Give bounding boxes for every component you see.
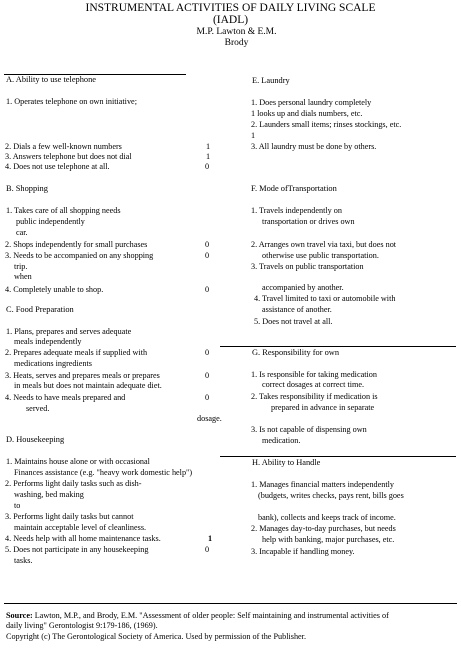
score: 0 [205, 348, 210, 357]
medication-item-2: 2. Takes responsibility if medication is [251, 392, 378, 401]
housekeeping-item-5-cont: tasks. [14, 556, 33, 565]
section-heading-telephone: A. Ability to use telephone [6, 75, 97, 84]
shopping-item-3: 3. Needs to be accompanied on any shopping [5, 251, 154, 260]
laundry-item-1-cont: 1 looks up and dials numbers, etc. [251, 109, 363, 118]
source-label: Source: [6, 611, 33, 620]
housekeeping-item-2: 2. Performs light daily tasks such as dish- [5, 479, 142, 488]
food-item-4-cont: served. [26, 404, 50, 413]
laundry-item-2: 2. Launders small items; rinses stockings, etc. [251, 120, 402, 129]
medication-item-3-cont: medication. [262, 436, 301, 445]
score: 0 [205, 545, 210, 554]
food-item-2-cont: medications ingredients [14, 359, 92, 368]
housekeeping-item-2-cont: washing, bed making [14, 490, 84, 499]
laundry-item-1: 1. Does personal laundry completely [251, 98, 372, 107]
food-item-3-cont: in meals but does not maintain adequate diet. [14, 381, 162, 390]
section-heading-shopping: B. Shopping [6, 184, 48, 193]
section-heading-finances: H. Ability to Handle [252, 458, 321, 467]
housekeeping-item-1-cont: Finances assistance (e.g. "heavy work domestic help") [14, 468, 193, 477]
food-item-3: 3. Heats, serves and prepares meals or prepares [5, 371, 160, 380]
finances-item-2: 2. Manages day-to-day purchases, but needs [251, 524, 396, 533]
authors: M.P. Lawton & E.M. [196, 27, 277, 37]
score: 0 [205, 393, 210, 402]
finances-item-1-cont: bank), collects and keeps track of income. [258, 513, 396, 522]
score: 1 [206, 152, 211, 161]
section-heading-food: C. Food Preparation [6, 305, 74, 314]
telephone-item-1: 1. Operates telephone on own initiative; [6, 97, 137, 106]
food-item-4: 4. Needs to have meals prepared and [5, 393, 126, 402]
shopping-item-4: 4. Completely unable to shop. [5, 285, 104, 294]
authors-line2: Brody [224, 38, 249, 48]
section-divider [220, 346, 456, 347]
section-heading-transportation: F. Mode ofTransportation [251, 184, 337, 193]
section-divider [220, 456, 456, 457]
shopping-item-2: 2. Shops independently for small purchases [5, 240, 148, 249]
telephone-item-2: 2. Dials a few well-known numbers [5, 142, 122, 151]
transport-item-4-cont: assistance of another. [262, 305, 332, 314]
telephone-item-4: 4. Does not use telephone at all. [5, 162, 110, 171]
medication-item-2-cont: prepared in advance in separate [271, 403, 375, 412]
source-text: Lawton, M.P., and Brody, E.M. "Assessment of older people: Self maintaining and instrumental activities of [32, 611, 389, 620]
finances-item-2-cont: help with banking, major purchases, etc. [262, 535, 395, 544]
score: 0 [205, 162, 210, 171]
score: 0 [205, 251, 210, 260]
source-citation-cont: daily living" Gerontologist 9:179-186, (1969). [6, 621, 158, 630]
food-item-2: 2. Prepares adequate meals if supplied with [5, 348, 148, 357]
laundry-item-3: 3. All laundry must be done by others. [251, 142, 377, 151]
medication-item-1: 1. Is responsible for taking medication [251, 370, 377, 379]
score: 0 [205, 240, 210, 249]
housekeeping-item-3-cont: maintain acceptable level of cleanliness. [14, 523, 147, 532]
score: 1 [206, 142, 211, 151]
finances-item-1: 1. Manages financial matters independently [251, 480, 395, 489]
score: 0 [205, 371, 210, 380]
section-heading-housekeeping: D. Housekeeping [6, 435, 65, 444]
source-citation [6, 611, 389, 620]
food-item-1-cont: meals independently [14, 337, 82, 346]
medication-item-3: 3. Is not capable of dispensing own [251, 425, 367, 434]
transport-item-5: 5. Does not travel at all. [254, 317, 333, 326]
transport-item-3-cont: accompanied by another. [262, 283, 344, 292]
section-heading-medication: G. Responsibility for own [252, 348, 340, 357]
housekeeping-item-2-cont: to [14, 501, 21, 510]
transport-item-1-cont: transportation or drives own [262, 217, 355, 226]
footer-divider [4, 603, 457, 604]
finances-item-3: 3. Incapable if handling money. [251, 547, 355, 556]
score: 1 [208, 534, 213, 543]
transport-item-3: 3. Travels on public transportation [251, 262, 364, 271]
page-subtitle: (IADL) [212, 14, 249, 26]
shopping-item-1: 1. Takes care of all shopping needs [6, 206, 121, 215]
housekeeping-item-1: 1. Maintains house alone or with occasional [6, 457, 150, 466]
dosage-text: dosage. [197, 414, 222, 423]
score: 0 [205, 285, 210, 294]
page-title: INSTRUMENTAL ACTIVITIES OF DAILY LIVING SCALE [85, 2, 376, 14]
score: 1 [251, 131, 256, 140]
housekeeping-item-4: 4. Needs help with all home maintenance tasks. [5, 534, 161, 543]
medication-item-1-cont: correct dosages at correct time. [262, 380, 365, 389]
shopping-item-1-cont: car. [16, 228, 28, 237]
shopping-item-3-cont: trip. [14, 262, 28, 271]
housekeeping-item-5: 5. Does not participate in any housekeeping [5, 545, 149, 554]
copyright-notice: Copyright (c) The Gerontological Society of America. Used by permission of the Publisher. [6, 632, 306, 641]
telephone-item-3: 3. Answers telephone but does not dial [5, 152, 132, 161]
transport-item-4: 4. Travel limited to taxi or automobile with [254, 294, 396, 303]
shopping-item-3-cont: when [14, 272, 32, 281]
housekeeping-item-3: 3. Performs light daily tasks but cannot [5, 512, 134, 521]
shopping-item-1-cont: public independently [16, 217, 85, 226]
transport-item-1: 1. Travels independently on [251, 206, 342, 215]
transport-item-2-cont: otherwise use public transportation. [262, 251, 379, 260]
finances-item-1-cont: (budgets, writes checks, pays rent, bills goes [258, 491, 404, 500]
food-item-1: 1. Plans, prepares and serves adequate [6, 327, 132, 336]
transport-item-2: 2. Arranges own travel via taxi, but does not [251, 240, 397, 249]
section-heading-laundry: E. Laundry [252, 76, 290, 85]
